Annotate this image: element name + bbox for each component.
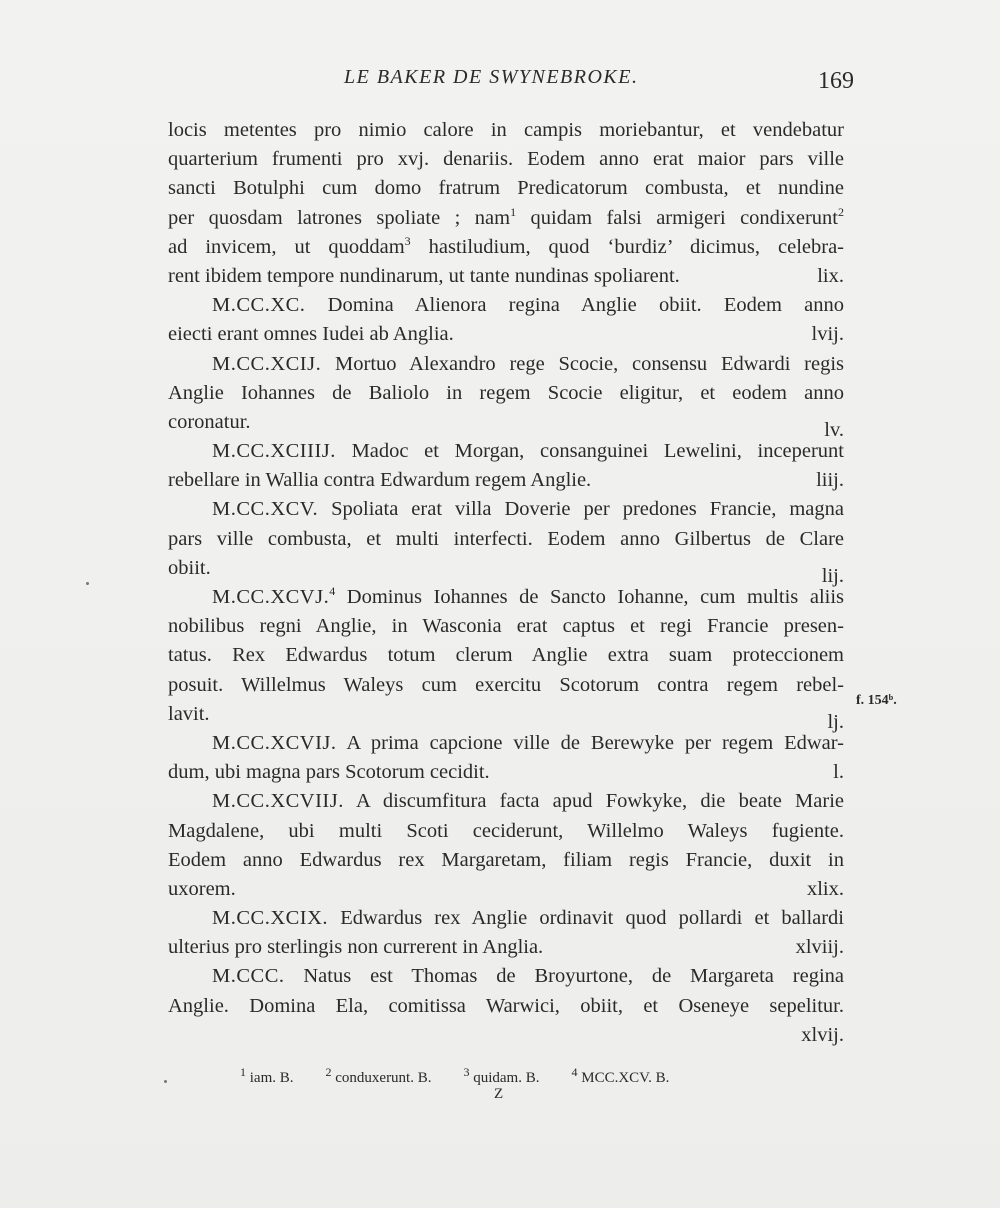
text-line [168, 525, 844, 554]
regnal-numeral: lvij. [811, 323, 844, 346]
regnal-numeral: xlviij. [795, 936, 844, 959]
line-text: Natus est Thomas de Broyurtone, de Margareta regina [303, 965, 844, 988]
regnal-numeral: liij. [816, 469, 844, 492]
line-text: A discumfitura facta apud Fowkyke, die beate Marie [355, 790, 844, 813]
footnote-ref: 4 [329, 584, 336, 599]
text-line [168, 583, 844, 612]
signature-mark: Z [494, 1086, 504, 1102]
line-text: locis metentes pro nimio calore in campis moriebantur, et vendebatur [168, 119, 844, 141]
text-line [168, 729, 844, 758]
line-text: eiecti erant omnes Iudei ab Anglia. [168, 323, 454, 346]
text-line [168, 174, 844, 203]
regnal-numeral: lj. [827, 710, 844, 733]
line-text: A prima capcione ville de Berewyke per regem Edwar- [346, 731, 844, 754]
text-line [168, 116, 844, 145]
line-text: pars ville combusta, et multi interfecti. Eodem anno Gilbertus de Clare [168, 527, 844, 550]
year-label: M.CC.XCIJ. [212, 352, 322, 375]
regnal-numeral: l. [833, 761, 844, 784]
regnal-numeral: xlix. [806, 877, 844, 900]
body-text [168, 116, 844, 1050]
line-text: per quosdam latrones spoliate ; nam [168, 206, 511, 229]
stray-ink-dot [86, 582, 89, 585]
text-line [168, 612, 844, 641]
line-text: Eodem anno Edwardus rex Margaretam, filiam regis Francie, duxit in [168, 848, 844, 871]
line-text: tatus. Rex Edwardus totum clerum Anglie extra suam proteccionem [168, 644, 844, 667]
text-line [168, 933, 844, 962]
running-head: LE BAKER DE SWYNEBROKE. [344, 66, 639, 88]
line-text: ad invicem, ut quoddam [168, 235, 405, 258]
footnote-text: iam. B. [246, 1070, 294, 1086]
line-text: quidam falsi armigeri condixerunt [516, 206, 839, 229]
line-text: Edwardus rex Anglie ordinavit quod pollardi et ballardi [340, 907, 845, 930]
regnal-numeral: xlvij. [801, 1023, 844, 1046]
text-line [168, 291, 844, 320]
text-line [168, 379, 844, 408]
text-line [168, 262, 844, 291]
footnote [240, 1065, 294, 1086]
line-text: Madoc et Morgan, consanguinei Lewelini, inceperunt [351, 440, 845, 463]
margin-folio-note: f. 154ᵇ. [856, 693, 897, 708]
line-text: Spoliata erat villa Doverie per predones Francie, magna [331, 498, 844, 521]
footnote-mark: 2 [325, 1065, 332, 1079]
stray-ink-dot [164, 1080, 167, 1083]
year-label: M.CC.XCIIIJ. [212, 440, 336, 463]
line-text: Magdalene, ubi multi Scoti ceciderunt, Willelmo Waleys fugiente. [168, 819, 844, 842]
line-text: Anglie Iohannes de Baliolo in regem Scocie eligitur, et eodem anno [168, 381, 844, 404]
page-number: 169 [818, 68, 854, 94]
text-line [168, 700, 844, 733]
text-line [168, 904, 844, 933]
text-line [168, 204, 844, 233]
line-text: sancti Botulphi cum domo fratrum Predicatorum combusta, et nundine [168, 177, 844, 200]
year-label: M.CC.XCV. [212, 498, 319, 521]
line-text: rebellare in Wallia contra Edwardum regem Anglie. [168, 469, 592, 492]
text-line [168, 817, 844, 846]
footnote-ref: 3 [404, 233, 411, 248]
text-line [168, 495, 844, 524]
line-text: Anglie. Domina Ela, comitissa Warwici, obiit, et Oseneye sepelitur. [168, 994, 844, 1017]
year-label: M.CC.XCVIJ. [212, 731, 337, 754]
footnote-mark: 1 [240, 1065, 246, 1079]
text-line [168, 350, 844, 379]
line-text: Domina Alienora regina Anglie obiit. Eodem anno [327, 294, 844, 317]
text-line [168, 145, 844, 174]
line-text: Dominus Iohannes de Sancto Iohanne, cum multis aliis [346, 586, 845, 608]
footnote [463, 1065, 540, 1086]
regnal-numeral: lij. [821, 564, 844, 587]
year-label: M.CC.XCIX. [212, 907, 329, 930]
text-line [168, 408, 844, 441]
text-line [168, 320, 844, 349]
text-line [168, 962, 844, 991]
text-line [168, 671, 844, 700]
footnote-mark: 4 [571, 1065, 578, 1079]
text-line [168, 466, 844, 495]
year-label: M.CCC. [212, 965, 285, 988]
line-text: Mortuo Alexandro rege Scocie, consensu Edwardi regis [335, 352, 845, 375]
year-label: M.CC.XCVJ. [212, 586, 330, 608]
regnal-numeral: lix. [817, 264, 844, 287]
footnotes [240, 1065, 701, 1087]
line-text: posuit. Willelmus Waleys cum exercitu Scotorum contra regem rebel- [168, 673, 844, 696]
line-text: ulterius pro sterlingis non currerent in Anglia. [168, 936, 544, 959]
footnote-ref: 1 [510, 204, 517, 219]
line-text: rent ibidem tempore nundinarum, ut tante nundinas spoliarent. [168, 264, 680, 287]
year-label: M.CC.XCVIIJ. [212, 790, 344, 813]
text-line [168, 437, 844, 466]
text-line [168, 1021, 844, 1050]
footnote-text: quidam. B. [469, 1070, 540, 1086]
line-text: uxorem. [168, 877, 236, 900]
footnote-text: MCC.XCV. B. [577, 1070, 670, 1086]
text-line [168, 233, 844, 262]
text-line [168, 554, 844, 587]
footnote [325, 1065, 432, 1086]
year-label: M.CC.XC. [212, 294, 306, 317]
footnote-text: conduxerunt. B. [331, 1070, 432, 1086]
text-line [168, 846, 844, 875]
line-text: coronatur. [168, 410, 251, 433]
text-line [168, 992, 844, 1021]
text-line [168, 758, 844, 787]
line-text: hastiludium, quod ‘burdiz’ dicimus, celebra- [410, 235, 845, 258]
text-line [168, 875, 844, 904]
regnal-numeral: lv. [824, 418, 844, 441]
text-line [168, 787, 844, 816]
footnote [571, 1065, 670, 1086]
footnote-mark: 3 [463, 1065, 470, 1079]
line-text: obiit. [168, 556, 211, 579]
text-line [168, 641, 844, 670]
line-text: quarterium frumenti pro xvj. denariis. Eodem anno erat maior pars ville [168, 148, 844, 171]
line-text: dum, ubi magna pars Scotorum cecidit. [168, 761, 490, 784]
footnote-ref: 2 [838, 204, 845, 219]
line-text: nobilibus regni Anglie, in Wasconia erat captus et regi Francie presen- [168, 615, 844, 638]
line-text: lavit. [168, 702, 210, 725]
